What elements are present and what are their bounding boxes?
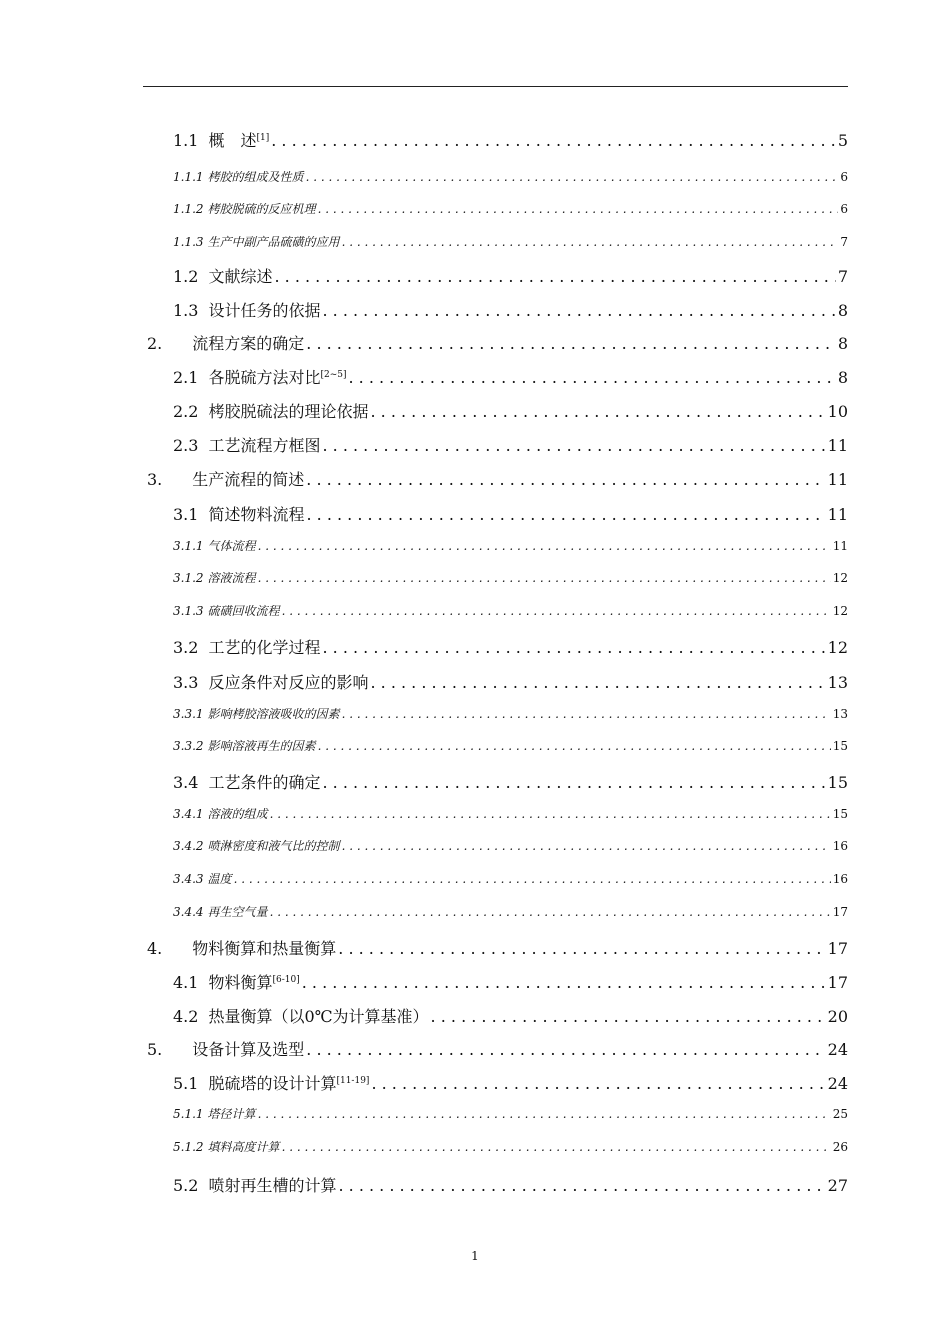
toc-entry-page: 11 <box>827 436 848 455</box>
toc-entry-number: 3.3.2 <box>173 739 204 753</box>
toc-entry-title: 流程方案的确定 <box>192 334 305 353</box>
toc-entry-title: 硫磺回收流程 <box>207 604 280 618</box>
toc-entry-number: 5.2 <box>173 1176 199 1195</box>
toc-entry-number: 3. <box>147 470 163 489</box>
toc-entry-label <box>173 1004 429 1027</box>
dot-leader <box>318 202 839 216</box>
toc-entry-page: 13 <box>827 673 848 692</box>
toc-entry-number: 3.4.3 <box>173 872 204 886</box>
toc-entry-title: 工艺的化学过程 <box>208 638 321 657</box>
toc-entry-label <box>173 602 280 619</box>
toc-entry-title: 生产中副产品硫磺的应用 <box>207 235 340 249</box>
toc-entry-number: 1.1.2 <box>173 202 204 216</box>
toc-entry[interactable] <box>173 1173 848 1196</box>
footer-page-number: 1 <box>471 1249 479 1263</box>
toc-entry-number: 2.1 <box>173 368 199 387</box>
toc-entry-number: 3.1 <box>173 505 199 524</box>
dot-leader <box>306 470 825 489</box>
toc-entry[interactable] <box>173 365 848 388</box>
toc-entry-page: 11 <box>832 539 848 553</box>
dot-leader <box>342 235 839 249</box>
toc-entry[interactable] <box>173 1105 848 1122</box>
toc-entry-label <box>173 737 316 754</box>
toc-entry-title: 影响栲胶溶液吸收的因素 <box>207 707 340 721</box>
toc-entry[interactable] <box>173 670 848 693</box>
dot-leader <box>338 939 825 958</box>
toc-entry-label <box>173 433 320 456</box>
toc-entry[interactable] <box>147 467 848 490</box>
toc-entry[interactable] <box>173 264 848 287</box>
toc-entry-page: 17 <box>827 973 848 992</box>
toc-entry[interactable] <box>173 602 848 619</box>
dot-leader <box>322 773 825 792</box>
toc-entry-page: 8 <box>837 334 848 353</box>
toc-entry-number: 4.2 <box>173 1007 199 1026</box>
toc-entry[interactable] <box>173 298 848 321</box>
toc-entry-label <box>173 1173 336 1196</box>
toc-entry-label <box>173 569 256 586</box>
toc-entry-page: 6 <box>840 170 848 184</box>
toc-entry-page: 7 <box>840 235 848 249</box>
dot-leader <box>274 267 835 286</box>
toc-entry[interactable] <box>173 805 848 822</box>
toc-entry[interactable] <box>173 1071 848 1094</box>
toc-entry[interactable] <box>173 233 848 250</box>
toc-entry-title: 概 述 <box>208 131 257 150</box>
toc-entry-label <box>173 670 368 693</box>
toc-entry-label <box>173 903 268 920</box>
dot-leader <box>282 1140 831 1154</box>
toc-entry-page: 16 <box>832 839 848 853</box>
dot-leader <box>342 839 831 853</box>
toc-entry-title: 温度 <box>207 872 232 886</box>
toc-entry-label <box>173 770 320 793</box>
toc-entry[interactable] <box>173 870 848 887</box>
toc-entry-number: 3.4.4 <box>173 905 204 919</box>
toc-entry[interactable] <box>173 635 848 658</box>
toc-entry-page: 11 <box>827 470 848 489</box>
dot-leader <box>258 1107 831 1121</box>
toc-entry-title: 再生空气量 <box>207 905 268 919</box>
toc-entry-page: 15 <box>832 807 848 821</box>
toc-entry-number: 3.3 <box>173 673 199 692</box>
dot-leader <box>348 368 835 387</box>
toc-entry-number: 2.3 <box>173 436 199 455</box>
toc-entry-number: 3.4.1 <box>173 807 204 821</box>
dot-leader <box>370 673 825 692</box>
toc-entry-page: 26 <box>832 1140 848 1154</box>
dot-leader <box>322 638 825 657</box>
toc-entry-label <box>147 1037 304 1060</box>
toc-entry-label <box>173 837 340 854</box>
dot-leader <box>342 707 831 721</box>
toc-entry-number: 3.4.2 <box>173 839 204 853</box>
toc-entry-title: 文献综述 <box>208 267 273 286</box>
header-rule <box>143 86 848 87</box>
toc-entry-title: 影响溶液再生的因素 <box>207 739 316 753</box>
toc-entry-page: 24 <box>827 1040 848 1059</box>
toc-entry-label <box>173 1071 369 1094</box>
toc-entry-number: 1.1.1 <box>173 170 204 184</box>
toc-entry-page: 12 <box>832 604 848 618</box>
toc-entry-title: 脱硫塔的设计计算 <box>208 1074 337 1093</box>
toc-entry-number: 3.1.2 <box>173 571 204 585</box>
toc-entry[interactable] <box>173 837 848 854</box>
dot-leader <box>306 505 825 524</box>
toc-entry[interactable] <box>173 537 848 554</box>
toc-entry-label <box>173 805 268 822</box>
toc-entry-title: 喷射再生槽的计算 <box>208 1176 337 1195</box>
toc-entry[interactable] <box>173 903 848 920</box>
toc-entry-page: 8 <box>837 368 848 387</box>
toc-entry[interactable] <box>173 1138 848 1155</box>
toc-entry-page: 12 <box>827 638 848 657</box>
toc-entry-label <box>173 264 272 287</box>
citation-ref: [11-19] <box>336 1076 370 1086</box>
dot-leader <box>258 539 831 553</box>
toc-entry-title: 栲胶的组成及性质 <box>207 170 304 184</box>
dot-leader <box>322 301 835 320</box>
toc-entry[interactable] <box>147 1037 848 1060</box>
toc-entry[interactable] <box>173 128 848 151</box>
toc-entry-number: 5.1.2 <box>173 1140 204 1154</box>
citation-ref: [1] <box>256 133 270 143</box>
toc-entry-page: 27 <box>827 1176 848 1195</box>
toc-entry-page: 17 <box>832 905 848 919</box>
dot-leader <box>322 436 825 455</box>
toc-entry-title: 物料衡算 <box>208 973 273 992</box>
toc-entry-label <box>173 365 346 388</box>
toc-entry-title: 设备计算及选型 <box>192 1040 305 1059</box>
toc-entry-title: 简述物料流程 <box>208 505 305 524</box>
toc-entry[interactable] <box>173 502 848 525</box>
toc-entry-label <box>173 298 320 321</box>
citation-ref: [6-10] <box>272 975 300 985</box>
toc-entry-number: 2.2 <box>173 402 199 421</box>
toc-entry-label <box>147 936 336 959</box>
toc-entry[interactable] <box>173 200 848 217</box>
toc-entry[interactable] <box>173 970 848 993</box>
toc-entry-label <box>173 168 304 185</box>
toc-entry-label <box>173 233 340 250</box>
dot-leader <box>318 739 831 753</box>
toc-entry-title: 各脱硫方法对比 <box>208 368 321 387</box>
toc-entry-title: 工艺条件的确定 <box>208 773 321 792</box>
toc-entry-title: 栲胶脱硫的反应机理 <box>207 202 316 216</box>
toc-entry-page: 7 <box>837 267 848 286</box>
toc-entry-title: 栲胶脱硫法的理论依据 <box>208 402 369 421</box>
toc-entry[interactable] <box>173 433 848 456</box>
toc-entry-label <box>173 870 232 887</box>
toc-entry-label <box>173 705 340 722</box>
dot-leader <box>270 807 831 821</box>
toc-entry-title: 生产流程的简述 <box>192 470 305 489</box>
toc-entry-number: 5. <box>147 1040 163 1059</box>
dot-leader <box>431 1007 826 1026</box>
toc-entry[interactable] <box>173 399 848 422</box>
toc-entry-number: 3.2 <box>173 638 199 657</box>
toc-entry-title: 反应条件对反应的影响 <box>208 673 369 692</box>
dot-leader <box>282 604 831 618</box>
toc-entry-page: 15 <box>827 773 848 792</box>
dot-leader <box>306 334 836 353</box>
toc-entry-page: 16 <box>832 872 848 886</box>
dot-leader <box>338 1176 825 1195</box>
toc-entry-title: 填料高度计算 <box>207 1140 280 1154</box>
toc-entry-label <box>173 502 304 525</box>
dot-leader <box>234 872 831 886</box>
dot-leader <box>306 170 839 184</box>
citation-ref: [2~5] <box>320 370 347 380</box>
toc-entry-title: 设计任务的依据 <box>208 301 321 320</box>
toc-entry[interactable] <box>147 936 848 959</box>
toc-entry[interactable] <box>173 569 848 586</box>
toc-entry-number: 4.1 <box>173 973 199 992</box>
toc-entry-title: 工艺流程方框图 <box>208 436 321 455</box>
toc-entry-page: 6 <box>840 202 848 216</box>
toc-entry-number: 3.1.1 <box>173 539 204 553</box>
toc-entry[interactable] <box>173 737 848 754</box>
toc-entry-number: 3.3.1 <box>173 707 204 721</box>
toc-entry-label <box>173 128 269 151</box>
toc-entry-page: 25 <box>832 1107 848 1121</box>
toc-entry-number: 1.3 <box>173 301 199 320</box>
dot-leader <box>302 973 826 992</box>
dot-leader <box>270 905 831 919</box>
toc-entry-label <box>173 1138 280 1155</box>
toc-entry-title: 物料衡算和热量衡算 <box>192 939 337 958</box>
toc-entry-number: 3.1.3 <box>173 604 204 618</box>
toc-entry-title: 喷淋密度和液气比的控制 <box>207 839 340 853</box>
toc-entry-page: 8 <box>837 301 848 320</box>
toc-entry-title: 溶液流程 <box>207 571 256 585</box>
toc-entry-number: 1.1.3 <box>173 235 204 249</box>
dot-leader <box>306 1040 825 1059</box>
toc-entry[interactable] <box>173 770 848 793</box>
toc-entry-page: 15 <box>832 739 848 753</box>
toc-entry-title: 溶液的组成 <box>207 807 268 821</box>
toc-entry-label <box>147 331 304 354</box>
toc-entry[interactable] <box>147 331 848 354</box>
toc-entry-number: 4. <box>147 939 163 958</box>
toc-entry-page: 5 <box>837 131 848 150</box>
toc-entry-number: 5.1 <box>173 1074 199 1093</box>
toc-entry-page: 12 <box>832 571 848 585</box>
dot-leader <box>371 1074 825 1093</box>
toc-entry-title: 热量衡算（以0℃为计算基准） <box>208 1007 429 1026</box>
toc-entry[interactable] <box>173 1004 848 1027</box>
toc-entry-number: 1.1 <box>173 131 199 150</box>
toc-entry-title: 气体流程 <box>207 539 256 553</box>
toc-entry-page: 17 <box>827 939 848 958</box>
toc-entry-label <box>173 200 316 217</box>
toc-entry-label <box>173 1105 256 1122</box>
dot-leader <box>258 571 831 585</box>
toc-entry-label <box>173 970 300 993</box>
toc-entry-label <box>173 635 320 658</box>
toc-entry-page: 11 <box>827 505 848 524</box>
dot-leader <box>370 402 825 421</box>
toc-entry-page: 24 <box>827 1074 848 1093</box>
toc-entry-number: 1.2 <box>173 267 199 286</box>
toc-entry-label <box>173 537 256 554</box>
toc-entry-label <box>147 467 304 490</box>
dot-leader <box>271 131 836 150</box>
toc-entry-number: 2. <box>147 334 163 353</box>
toc-entry[interactable] <box>173 168 848 185</box>
toc-entry-title: 塔径计算 <box>207 1107 256 1121</box>
toc-entry-page: 20 <box>827 1007 848 1026</box>
toc-entry-number: 5.1.1 <box>173 1107 204 1121</box>
toc-entry-label <box>173 399 368 422</box>
toc-entry[interactable] <box>173 705 848 722</box>
toc-entry-page: 10 <box>827 402 848 421</box>
toc-entry-page: 13 <box>832 707 848 721</box>
toc-entry-number: 3.4 <box>173 773 199 792</box>
